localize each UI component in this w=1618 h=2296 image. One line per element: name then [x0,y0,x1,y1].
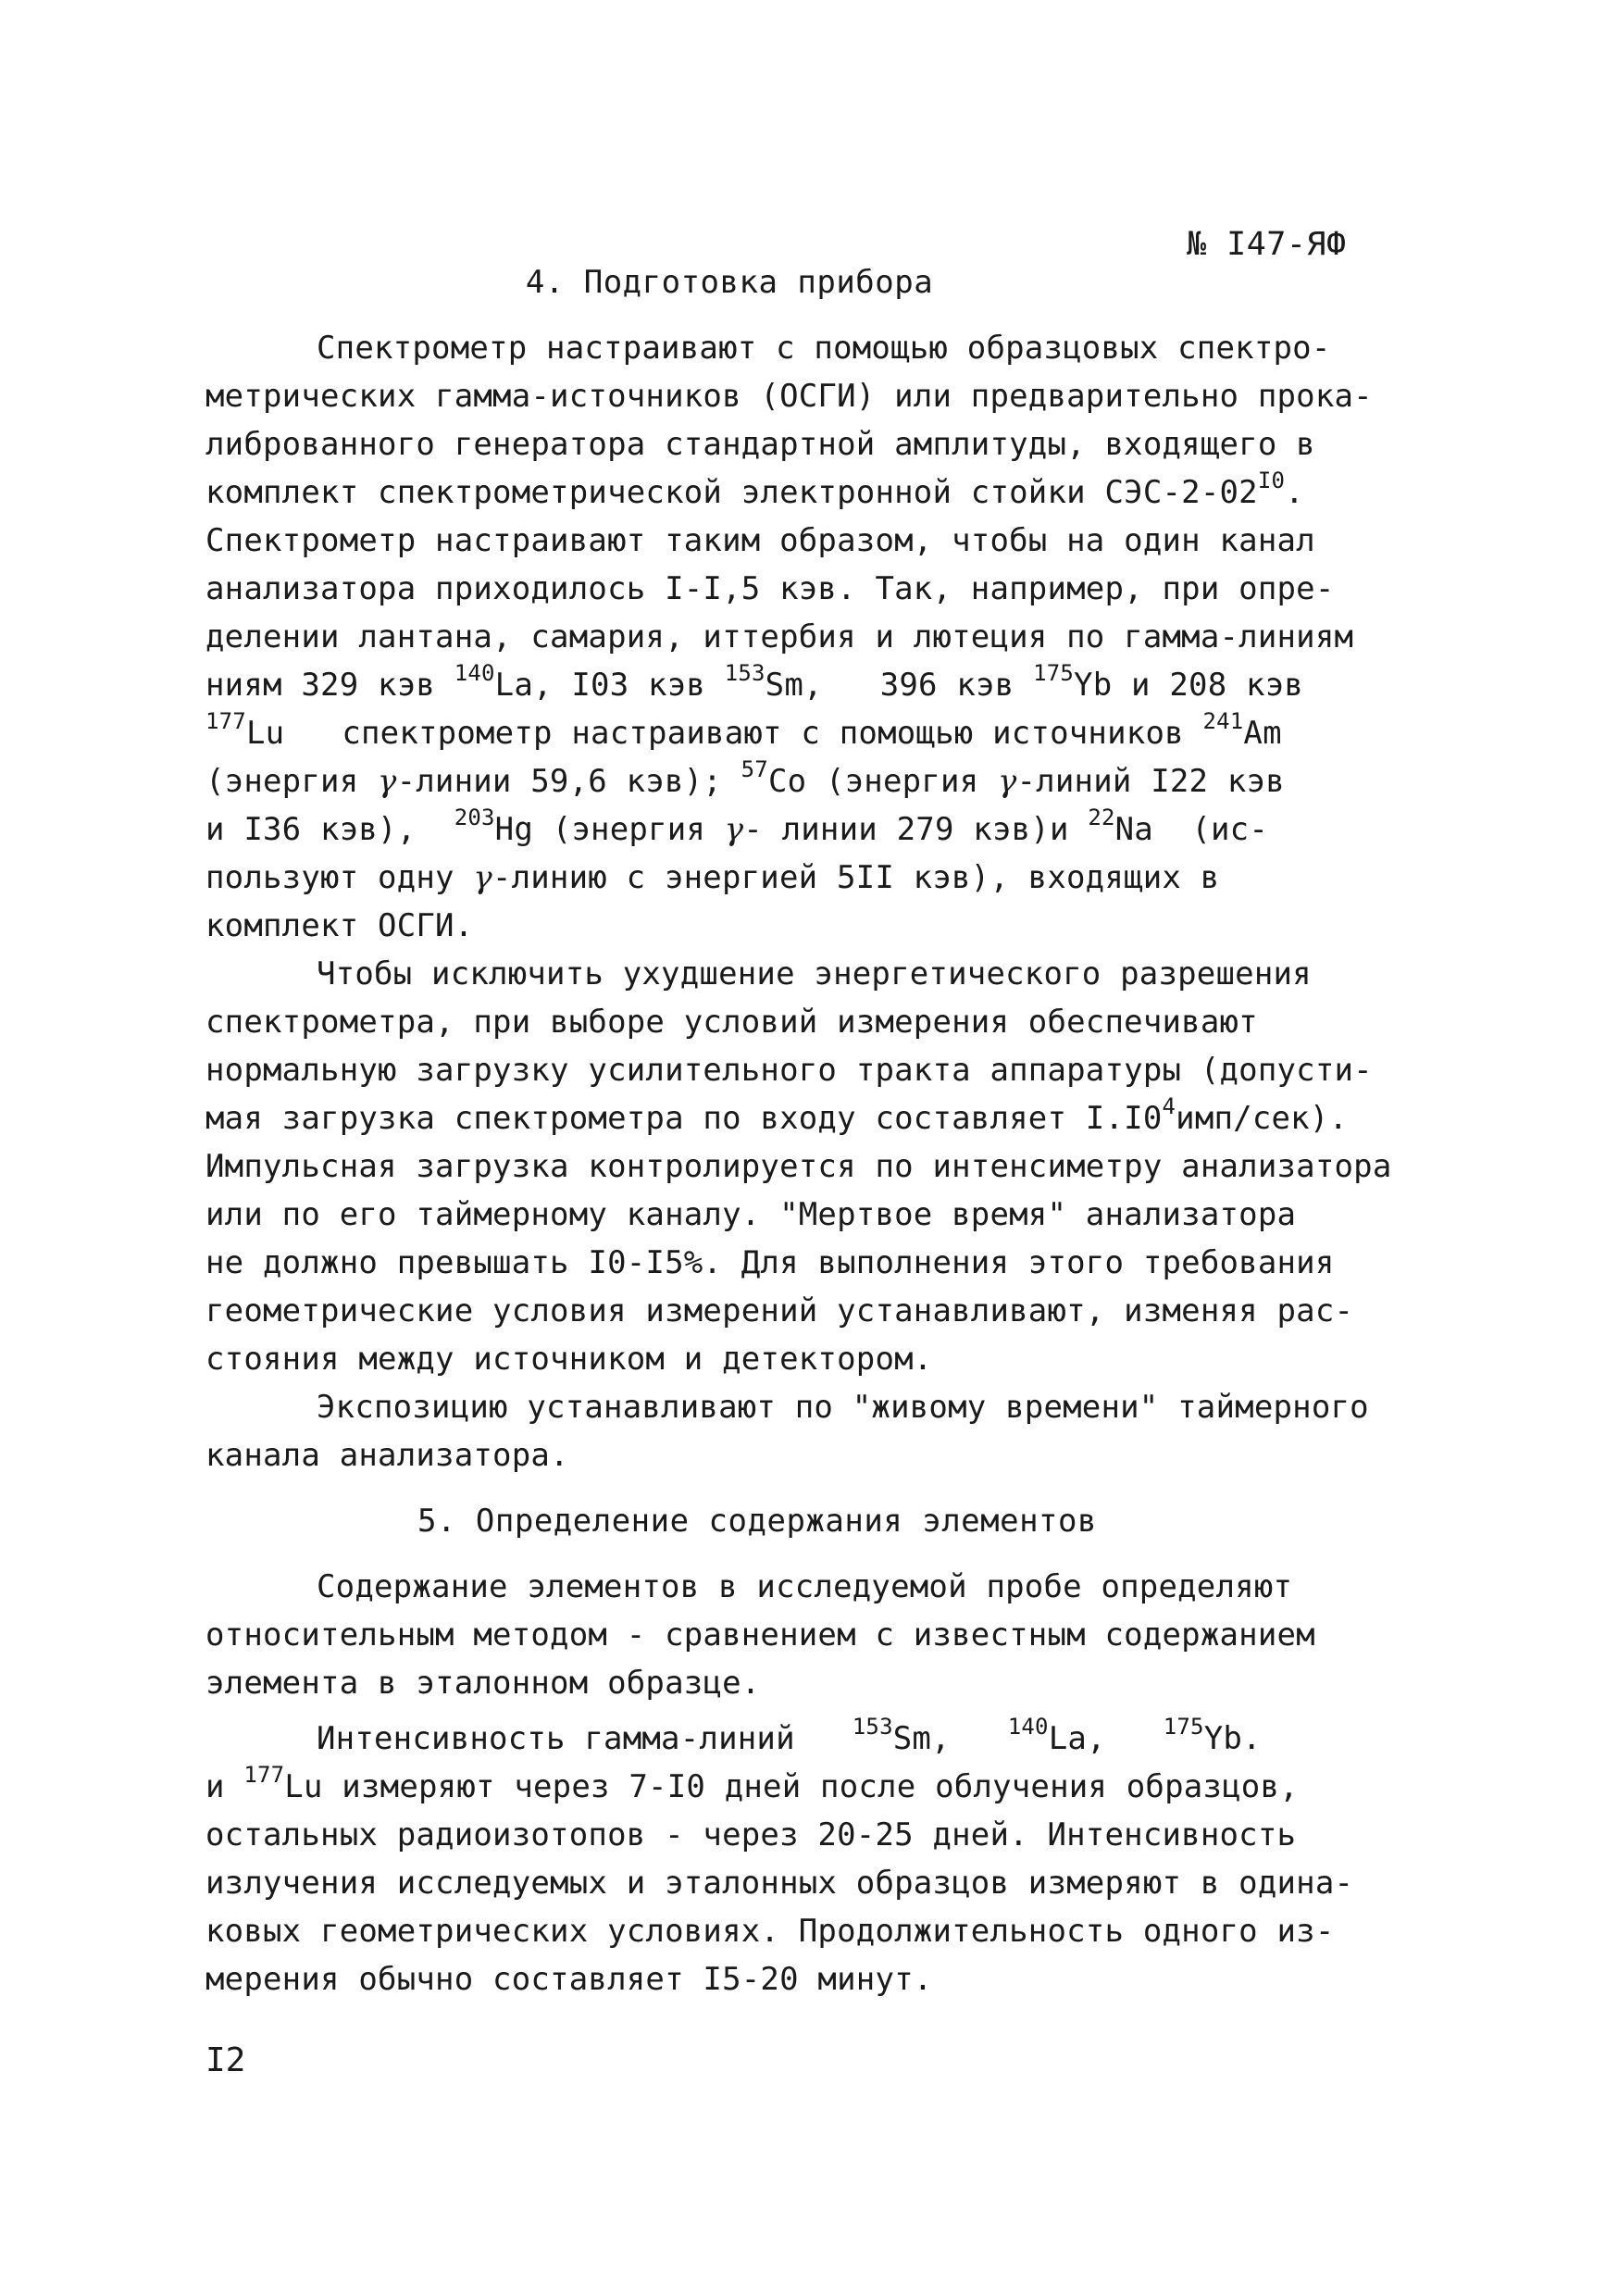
text-span: -линии 59,6 кэв); [396,763,722,800]
text-span: спектрометр настраивают с помощью источников [342,715,1184,752]
text-line: канала анализатора. [205,1437,569,1474]
text-line [205,805,1268,854]
text-line: Содержание элементов в исследуемой пробе определяют [317,1568,1293,1605]
section-5-heading: 5. Определение содержания элементов [417,1503,1097,1540]
text-line [317,1715,1262,1763]
text-span: . [1285,474,1304,511]
superscript: 175 [1163,1714,1204,1740]
page-number: I2 [205,2041,246,2079]
text-span: Lu [245,715,285,752]
text-span: (ис- [1191,811,1268,848]
text-span: Yb и 208 кэв [1074,667,1304,704]
text-span: и I36 кэв), [205,811,417,848]
text-span: Na [1114,811,1153,848]
superscript: 177 [243,1762,285,1788]
text-span: (энергия [825,763,979,800]
text-span: (энергия [205,763,359,800]
text-span: Co [767,763,807,800]
text-span: Lu измеряют через 7-I0 дней после облучения образцов, [284,1768,1299,1805]
text-span: 396 кэв [879,667,1014,704]
text-span: Hg [494,811,534,848]
text-line: метрических гамма-источников (ОСГИ) или предварительно прока- [205,378,1373,415]
superscript: 203 [454,805,495,830]
text-line: элемента в эталонном образце. [205,1665,761,1702]
gamma-symbol: γ [473,859,492,896]
text-line: спектрометра, при выборе условий измерения обеспечивают [205,1004,1258,1041]
text-line: анализатора приходилось I-I,5 кэв. Так, например, при опре- [205,570,1335,607]
superscript: 177 [205,708,246,734]
text-span: имп/сек). [1176,1100,1349,1137]
superscript: 153 [724,660,765,686]
text-span: Sm, [765,667,823,704]
text-line [205,661,1303,709]
text-line [205,1763,1299,1811]
text-line: относительным методом - сравнением с известным содержанием [205,1616,1315,1653]
text-line: комплект ОСГИ. [205,907,474,944]
text-span: ниям 329 кэв [205,667,436,704]
superscript: 57 [741,756,768,782]
gamma-symbol: γ [724,811,744,848]
document-number: № I47-ЯФ [1187,226,1347,263]
text-line: либрованного генератора стандартной амплитуды, входящего в [205,426,1315,463]
text-line [205,468,1304,517]
text-span: Am [1243,715,1282,752]
text-span: и [205,1768,225,1805]
text-line: или по его таймерному каналу. "Мертвое время" анализатора [205,1196,1297,1233]
text-line: остальных радиоизотопов - через 20-25 дней. Интенсивность [205,1816,1297,1853]
text-span: La, I03 кэв [494,667,706,704]
text-line: Спектрометр настраивают таким образом, чтобы на один канал [205,522,1315,559]
superscript: I0 [1257,468,1286,493]
gamma-symbol: γ [378,763,397,800]
text-span: Интенсивность гамма-линий [317,1720,795,1757]
text-line: не должно превышать I0-I5%. Для выполнения этого требования [205,1244,1335,1281]
superscript: 241 [1202,708,1244,734]
text-line [205,854,1219,902]
text-span: Yb. [1203,1720,1262,1757]
text-line: Чтобы исключить ухудшение энергетического разрешения [317,955,1312,992]
text-line: мерения обычно составляет I5-20 минут. [205,1961,933,1998]
text-line: Экспозицию устанавливают по "живому времени" таймерного [317,1389,1369,1426]
superscript: 140 [454,660,495,686]
text-line: геометрические условия измерений устанавливают, изменяя рас- [205,1292,1354,1329]
text-span: - линии 279 кэв)и [743,811,1069,848]
text-line [205,709,1282,757]
text-span: La, [1048,1720,1106,1757]
text-line [205,1094,1348,1142]
superscript: 4 [1162,1093,1176,1119]
text-line: ковых геометрических условиях. Продолжительность одного из- [205,1913,1335,1950]
text-span: пользуют одну [205,859,454,896]
text-span: комплект спектрометрической электронной стойки СЭС-2-02 [205,474,1258,511]
text-span: Sm, [892,1720,951,1757]
gamma-symbol: γ [997,763,1017,800]
superscript: 22 [1088,805,1115,830]
text-line: излучения исследуемых и эталонных образцов измеряют в одина- [205,1865,1354,1902]
text-span: мая загрузка спектрометра по входу составляет I.I0 [205,1100,1163,1137]
text-line: Спектрометр настраивают с помощью образцовых спектро- [317,330,1331,367]
superscript: 153 [852,1714,893,1740]
text-line: делении лантана, самария, иттербия и лютеция по гамма-линиям [205,618,1354,655]
text-span: -линию с энергией 5II кэв), входящих в [492,859,1220,896]
text-span: -линий I22 кэв [1016,763,1285,800]
text-line: стояния между источником и детектором. [205,1341,933,1378]
section-4-heading: 4. Подготовка прибора [525,264,934,301]
text-span: (энергия [552,811,706,848]
text-line [205,757,1285,805]
superscript: 175 [1033,660,1075,686]
text-line: нормальную загрузку усилительного тракта аппаратуры (допусти- [205,1052,1373,1089]
text-line: Импульсная загрузка контролируется по интенсиметру анализатора [205,1148,1392,1185]
superscript: 140 [1007,1714,1049,1740]
